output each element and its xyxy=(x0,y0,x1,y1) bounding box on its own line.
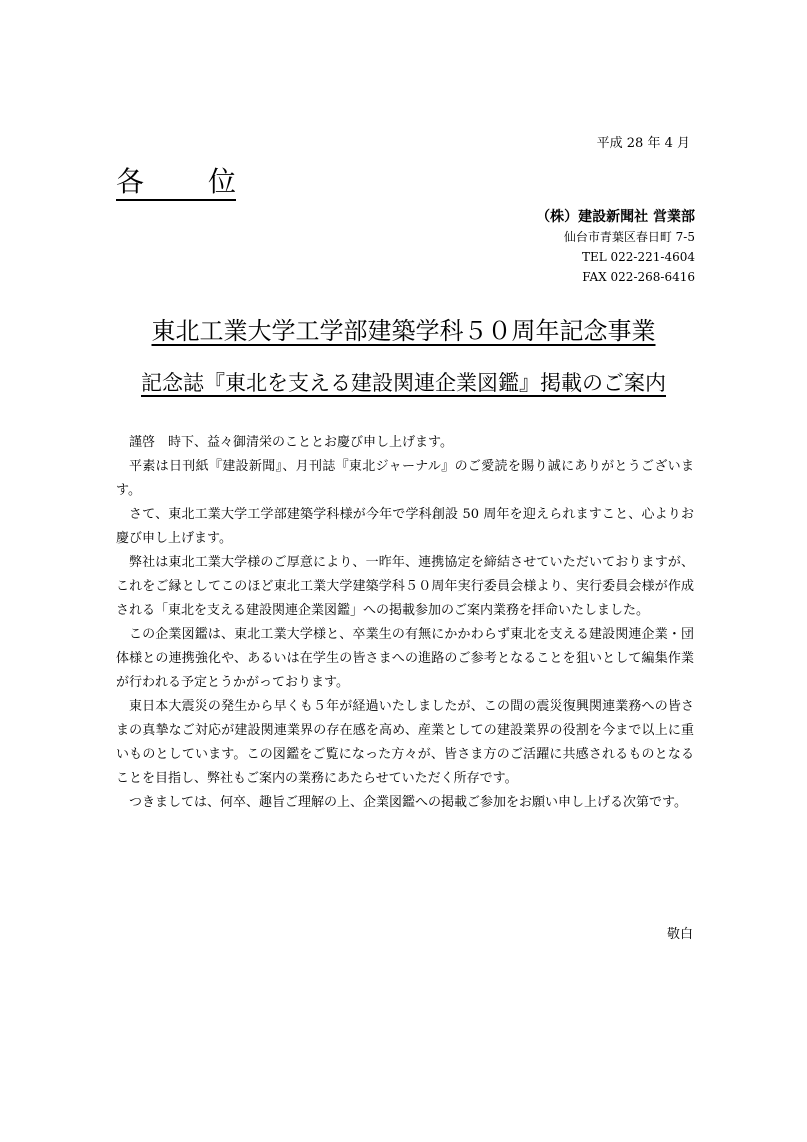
body-paragraph: 東日本大震災の発生から早くも５年が経過いたしましたが、この間の震災復興関連業務への皆さまの真摯なご対応が建設関連業界の存在感を高め、産業としての建設業界の役割を今まで以上に重いものとしています。この図鑑をご覧になった方々が、皆さま方のご活躍に共感されるものとなることを目指し、弊社もご案内の業務にあたらせていただく所存です。 xyxy=(116,699,694,786)
main-title-text: 東北工業大学工学部建築学科５０周年記念事業 xyxy=(151,317,656,345)
body-paragraph: さて、東北工業大学工学部建築学科様が今年で学科創設 50 周年を迎えられますこと、心よりお慶び申し上げます。 xyxy=(116,507,694,546)
sub-title-text: 記念誌『東北を支える建設関連企業図鑑』掲載のご案内 xyxy=(141,371,666,395)
sender-address: 仙台市青葉区春日町 7-5 xyxy=(563,230,695,244)
body-paragraph: 弊社は東北工業大学様のご厚意により、一昨年、連携協定を締結させていただいておりますが、これをご縁としてこのほど東北工業大学建築学科５０周年実行委員会様より、実行委員会様が作成される「東北を支える建設関連企業図鑑」への掲載参加のご案内業務を拝命いたしました。 xyxy=(116,555,694,618)
letter-date: 平成 28 年 4 月 xyxy=(596,136,690,151)
body-paragraph: つきましては、何卒、趣旨ご理解の上、企業図鑑への掲載ご参加をお願い申し上げる次第です。 xyxy=(129,795,687,810)
addressee xyxy=(116,165,236,201)
closing-word: 敬白 xyxy=(666,927,693,942)
body-paragraph: 平素は日刊紙『建設新聞』、月刊誌『東北ジャーナル』のご愛読を賜り誠にありがとうございます。 xyxy=(116,459,694,498)
letter-body xyxy=(116,431,694,815)
addressee-char-1: 各 xyxy=(116,165,145,198)
sender-block xyxy=(536,207,695,287)
sender-tel: TEL 022-221-4604 xyxy=(581,250,695,264)
body-paragraph: 謹啓 時下、益々御清栄のこととお慶び申し上げます。 xyxy=(129,435,453,450)
sender-company: （株）建設新聞社 営業部 xyxy=(536,209,695,225)
sub-title xyxy=(0,366,807,400)
sender-fax: FAX 022-268-6416 xyxy=(582,270,695,284)
body-paragraph: この企業図鑑は、東北工業大学様と、卒業生の有無にかかわらず東北を支える建設関連企業・団体様との連携強化や、あるいは在学生の皆さまへの進路のご参考となることを狙いとして編集作業が行われる予定とうかがっております。 xyxy=(116,627,694,690)
addressee-char-2: 位 xyxy=(207,165,236,198)
main-title xyxy=(0,313,807,349)
